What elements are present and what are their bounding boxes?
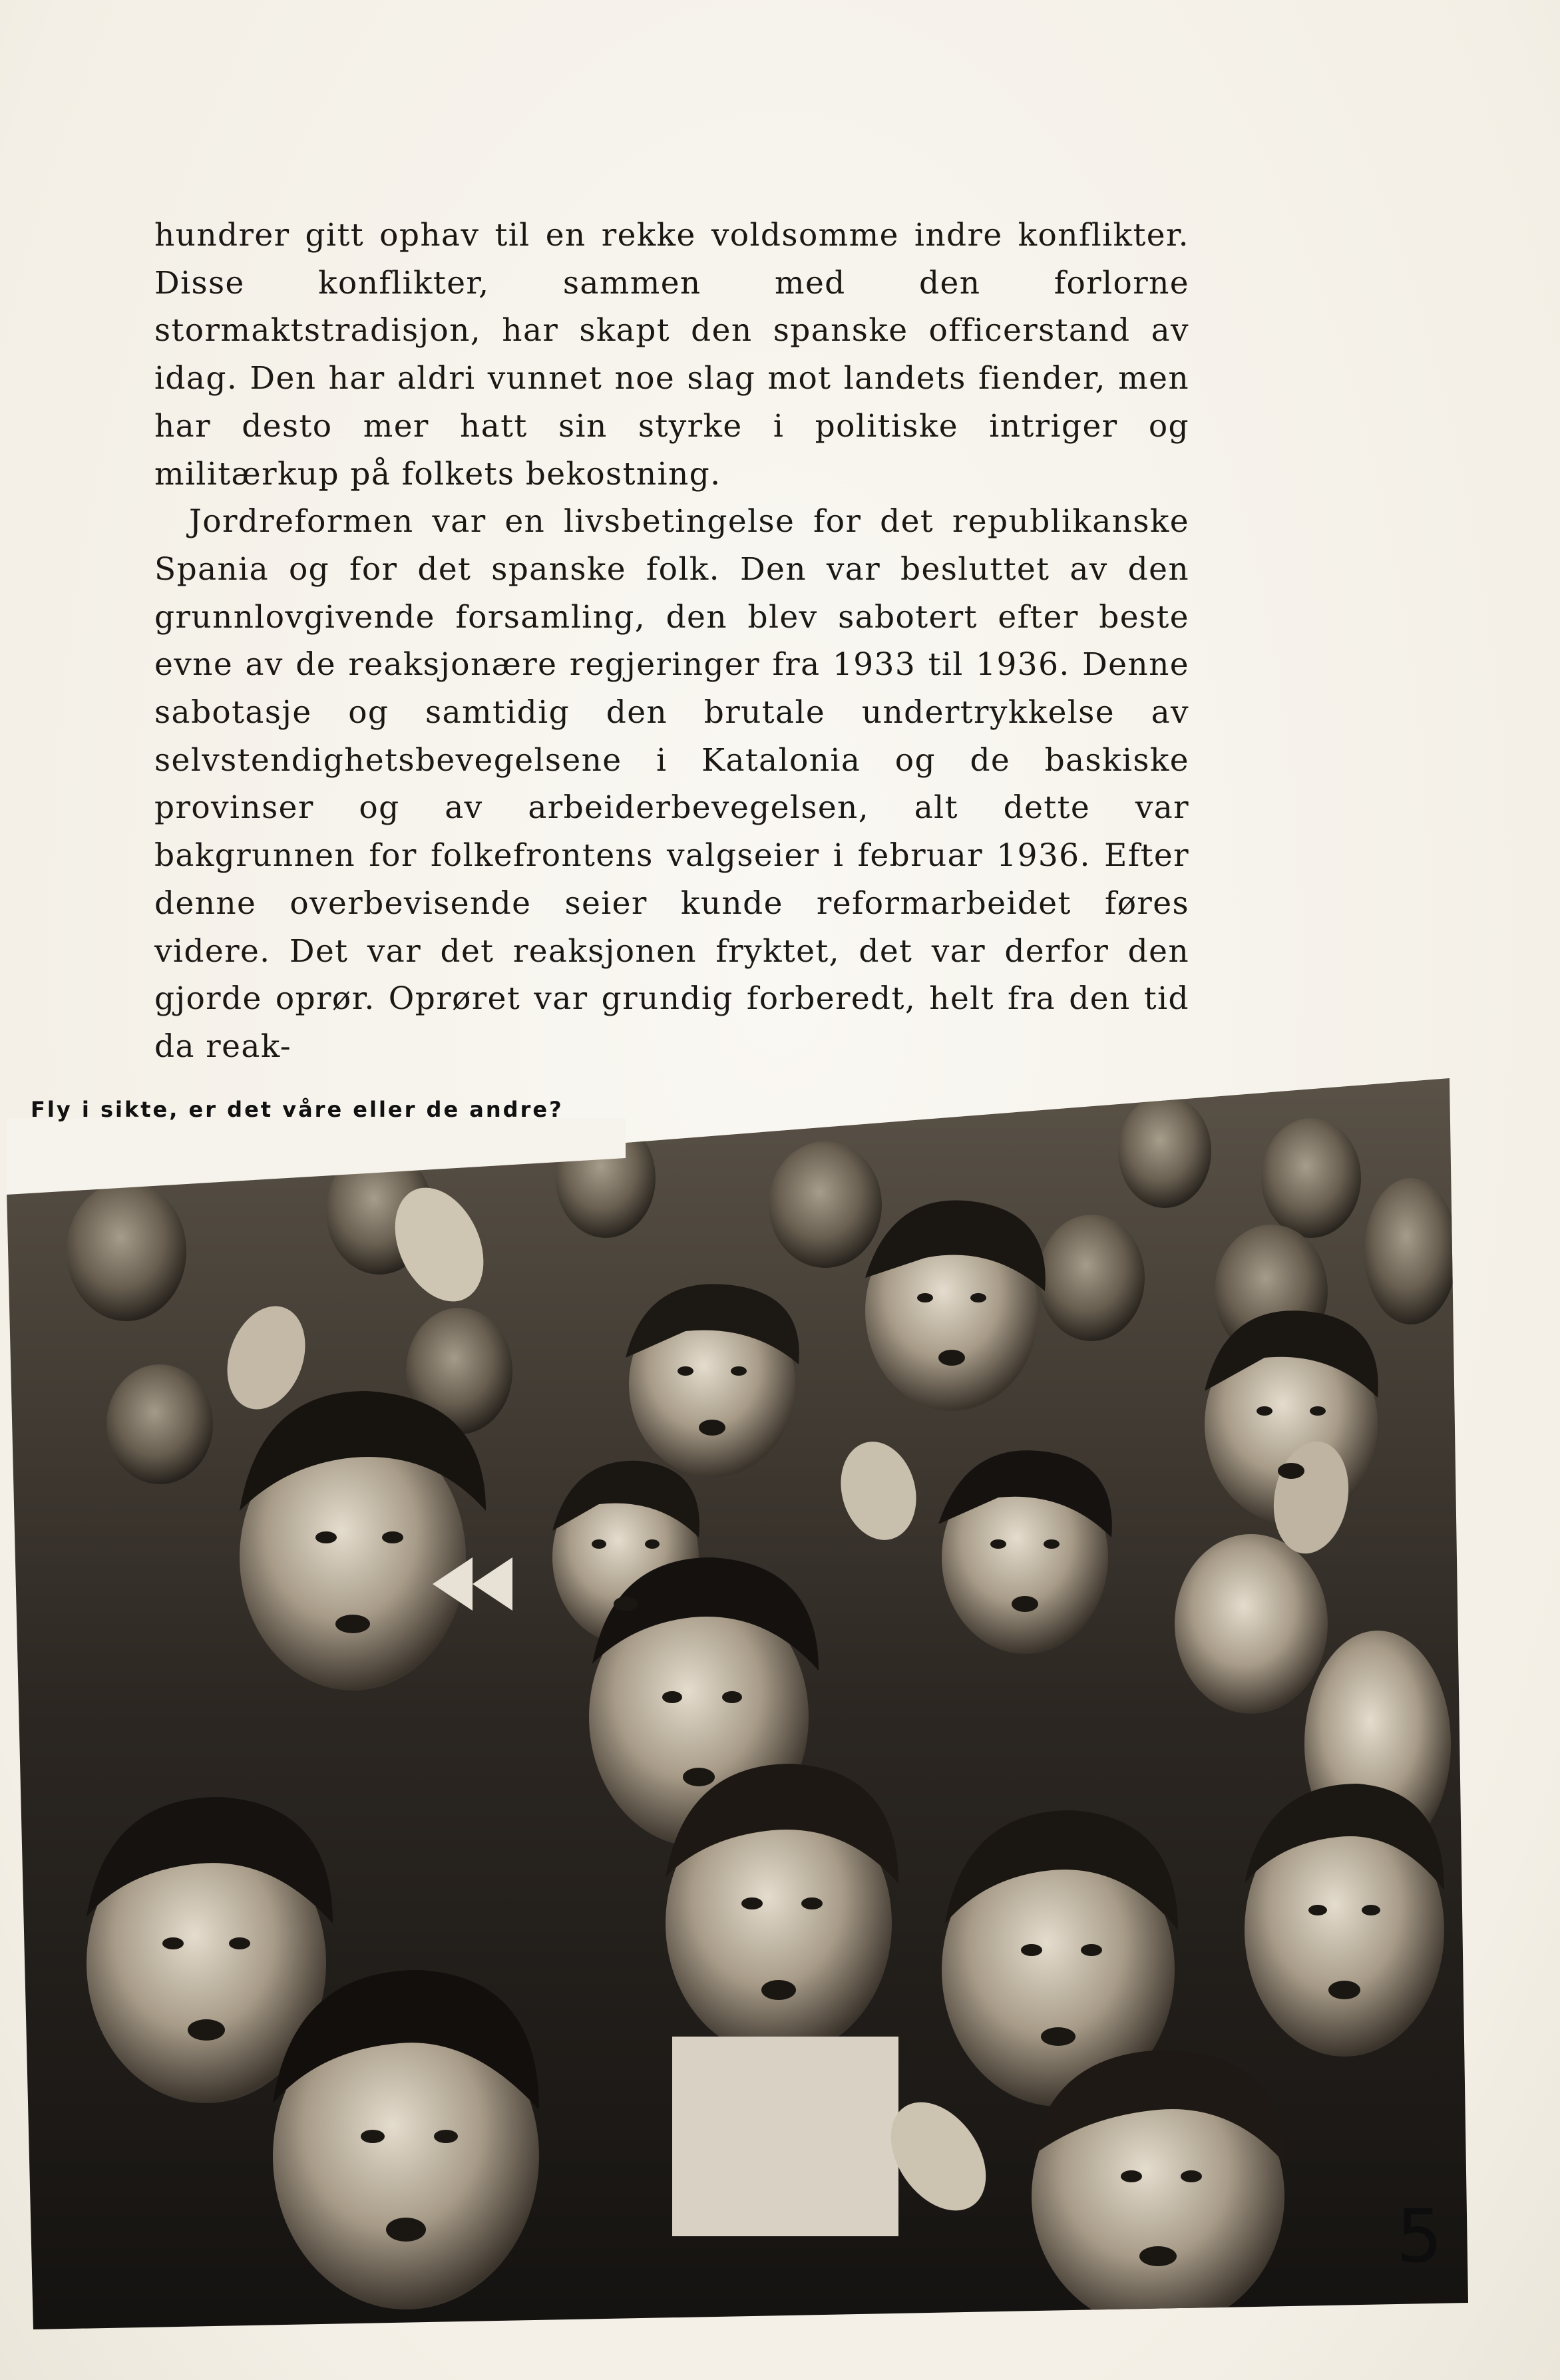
article-paragraph-1: hundrer gitt ophav til en rekke voldsomme indre konflikter. Disse konflikter, sammen med den forlorne stormaktstradisjon, har skapt den spanske officerstand av idag. Den har aldri vunnet noe slag mot landets fiender, men har desto mer hatt sin styrke i politiske intriger og militærkup på folkets bekostning. [154,217,1189,493]
photo-caption: Fly i sikte, er det våre eller de andre? [31,1097,564,1122]
crowd-photo [7,1078,1477,2336]
article-body [154,212,1189,1071]
crowd-photo-image [7,1078,1477,2336]
article-paragraph-2: Jordreformen var en livsbetingelse for det republikanske Spania og for det spanske folk. Den var besluttet av den grunnlovgivende forsamling, den blev sabotert efter beste evne av de reaksjonære regjeringer fra 1933 til 1936. Denne sabotasje og samtidig den brutale undertrykkelse av selvstendighetsbevegelsene i Katalonia og de baskiske provinser og av arbeiderbevegelsen, alt dette var bakgrunnen for folkefrontens valgseier i februar 1936. Efter denne overbevisende seier kunde reformarbeidet føres videre. Det var det reaksjonen fryktet, det var derfor den gjorde oprør. Oprøret var grundig forberedt, helt fra den tid da reak- [154,503,1189,1065]
page-number: 5 [1396,2194,1443,2279]
